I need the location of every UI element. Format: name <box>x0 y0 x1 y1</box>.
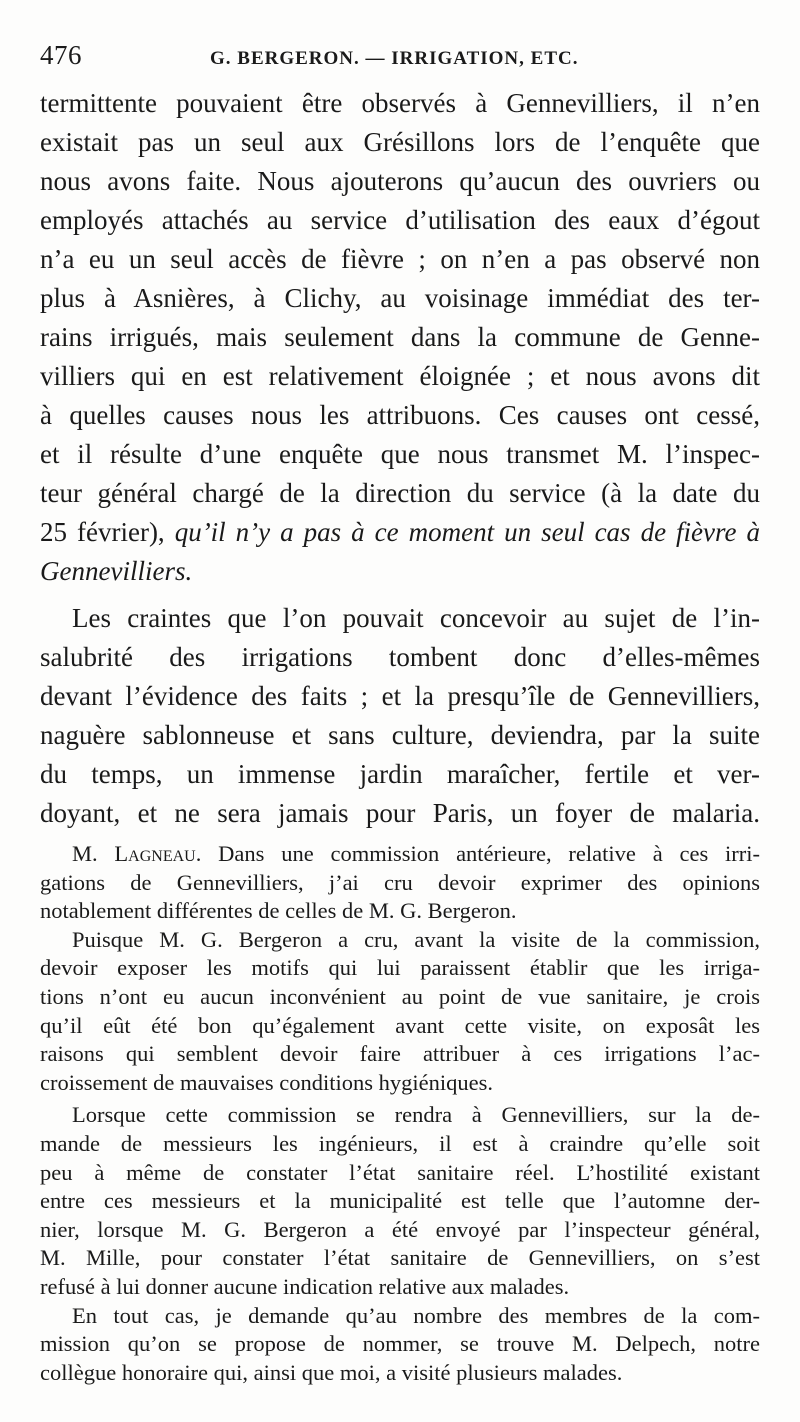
italic-quote: qu’il n’y a pas à ce moment un seul cas de fièvre à <box>174 517 761 547</box>
speaker-text: Dans une commission antérieure, relative à ces irri- <box>218 841 761 866</box>
running-head: G. BERGERON. — IRRIGATION, ETC. <box>210 48 579 69</box>
text-line: notablement différentes de celles de M. G. Bergeron. <box>40 898 517 924</box>
text-line: entre ces messieurs et la municipalité est telle que l’automne der- <box>40 1188 760 1214</box>
text-line: En tout cas, je demande qu’au nombre des membres de la com- <box>72 1302 760 1328</box>
text-line: nier, lorsque M. G. Bergeron a été envoyé par l’inspecteur général, <box>40 1216 760 1242</box>
paragraph-2 <box>40 599 760 833</box>
text-line: plus à Asnières, à Clichy, au voisinage immédiat des ter- <box>40 283 760 313</box>
text-line: nous avons faite. Nous ajouterons qu’aucun des ouvriers ou <box>40 166 760 196</box>
text-line: collègue honoraire qui, ainsi que moi, a visité plusieurs malades. <box>40 1359 623 1385</box>
text-line: teur général chargé de la direction du service (à la date du <box>40 478 760 508</box>
discussion-paragraph-2 <box>40 926 760 1098</box>
page-number: 476 <box>40 40 82 70</box>
text-line: n’a eu un seul accès de fièvre ; on n’en a pas observé non <box>40 244 760 274</box>
text-line: M. Mille, pour constater l’état sanitaire de Gennevilliers, on s’est <box>40 1245 760 1271</box>
page-header <box>40 40 760 80</box>
text-line: naguère sablonneuse et sans culture, deviendra, par la suite <box>40 720 760 750</box>
main-text <box>40 84 760 833</box>
paragraph-1 <box>40 84 760 591</box>
text-line: doyant, et ne sera jamais pour Paris, un foyer de malaria. <box>40 798 760 828</box>
text-line: devant l’évidence des faits ; et la presqu’île de Gennevilliers, <box>40 681 760 711</box>
text-line-speaker <box>40 840 760 869</box>
text-line: refusé à lui donner aucune indication relative aux malades. <box>40 1273 570 1299</box>
discussion-text <box>40 840 760 1387</box>
text-line: gations de Gennevilliers, j’ai cru devoir exprimer des opinions <box>40 869 760 895</box>
paragraph-gap <box>40 591 760 599</box>
date-text: 25 février), <box>40 517 165 547</box>
text-line: peu à même de constater l’état sanitaire réel. L’hostilité existant <box>40 1159 760 1185</box>
text-line: termittente pouvaient être observés à Gennevilliers, il n’en <box>40 88 760 118</box>
text-line: et il résulte d’une enquête que nous transmet M. l’inspec- <box>40 439 760 469</box>
text-line: du temps, un immense jardin maraîcher, fertile et ver- <box>40 759 760 789</box>
text-line: existait pas un seul aux Grésillons lors de l’enquête que <box>40 127 760 157</box>
text-line: Lorsque cette commission se rendra à Gennevilliers, sur la de- <box>72 1102 760 1128</box>
text-line: tions n’ont eu aucun inconvénient au point de vue sanitaire, je crois <box>40 983 760 1009</box>
discussion-paragraph-3 <box>40 1101 760 1301</box>
text-line: salubrité des irrigations tombent donc d’elles-mêmes <box>40 642 760 672</box>
text-line: rains irrigués, mais seulement dans la commune de Genne- <box>40 322 760 352</box>
text-line: croissement de mauvaises conditions hygiéniques. <box>40 1069 494 1095</box>
text-line: Puisque M. G. Bergeron a cru, avant la visite de la commission, <box>72 926 760 952</box>
text-line: Les craintes que l’on pouvait concevoir au sujet de l’in- <box>72 603 760 633</box>
text-line: villiers qui en est relativement éloignée ; et nous avons dit <box>40 361 760 391</box>
text-line: devoir exposer les motifs qui lui paraissent établir que les irriga- <box>40 955 760 981</box>
text-line: mission qu’on se propose de nommer, se trouve M. Delpech, notre <box>40 1331 760 1357</box>
discussion-paragraph-4 <box>40 1302 760 1388</box>
text-line: mande de messieurs les ingénieurs, il est à craindre qu’elle soit <box>40 1130 760 1156</box>
text-line: employés attachés au service d’utilisation des eaux d’égout <box>40 205 760 235</box>
text-line: à quelles causes nous les attribuons. Ces causes ont cessé, <box>40 400 760 430</box>
text-line-mixed <box>40 513 760 552</box>
text-line: qu’il eût été bon qu’également avant cette visite, on exposât les <box>40 1012 760 1038</box>
italic-quote-end: Gennevilliers. <box>40 556 193 586</box>
text-line: raisons qui semblent devoir faire attribuer à ces irrigations l’ac- <box>40 1041 760 1067</box>
discussion-paragraph-1 <box>40 840 760 926</box>
speaker-name: M. Lagneau. <box>72 841 202 866</box>
